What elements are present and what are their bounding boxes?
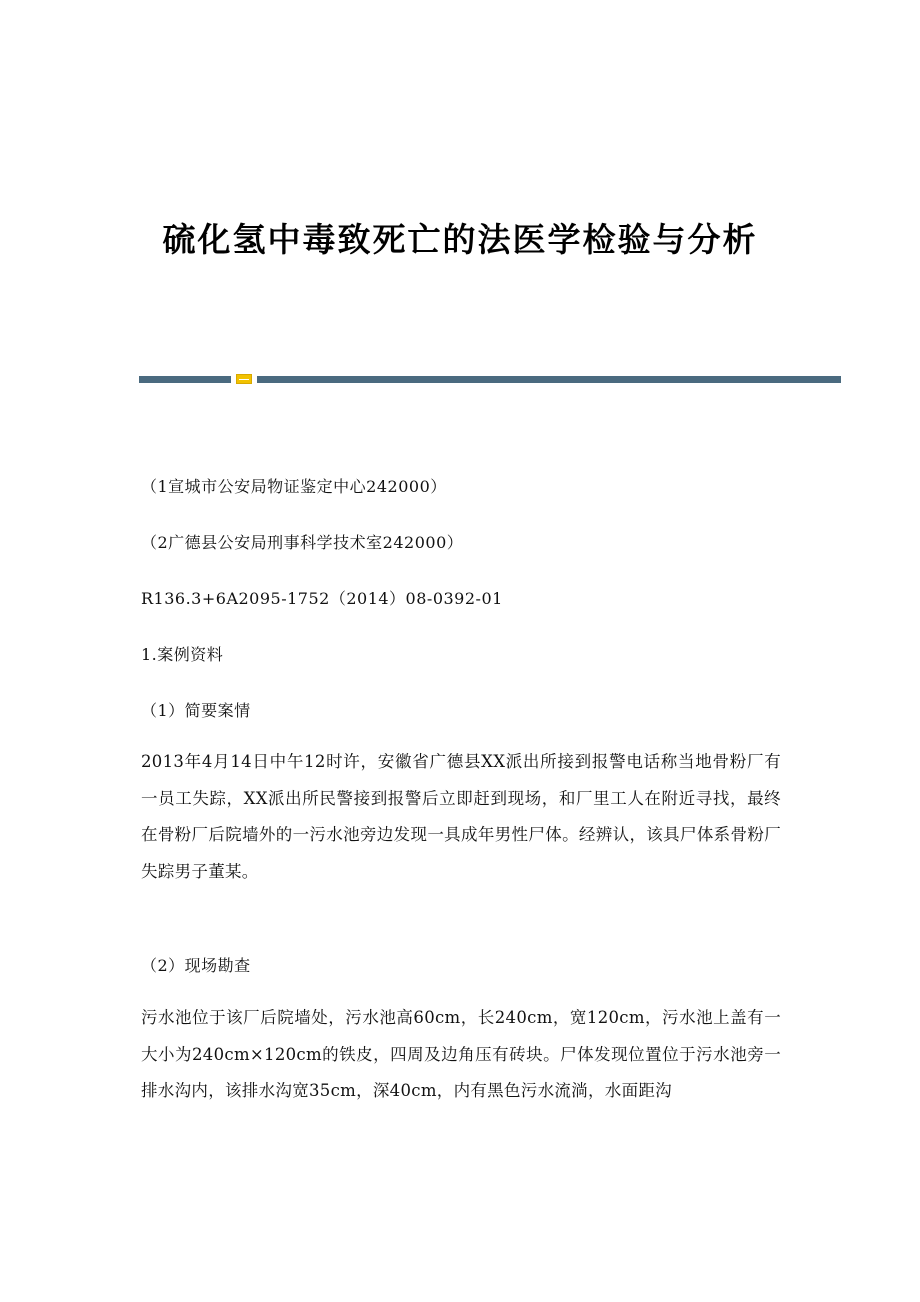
subsection-heading-case-summary: （1）简要案情 [141,701,251,720]
scene-description-paragraph: 污水池位于该厂后院墙处，污水池高60cm，长240cm，宽120cm，污水池上盖有一大小为240cm×120cm的铁皮，四周及边角压有砖块。尸体发现位置位于污水池旁一排水沟内，该排水沟宽35cm，深40cm，内有黑色污水流淌，水面距沟 [141,1008,781,1100]
affiliation-2: （2广德县公安局刑事科学技术室242000） [141,533,464,552]
divider-ornament-icon [236,374,252,384]
affiliation-1: （1宣城市公安局物证鉴定中心242000） [141,477,447,496]
subsection-heading-scene-survey: （2）现场勘查 [141,956,251,975]
case-summary-paragraph: 2013年4月14日中午12时许，安徽省广德县XX派出所接到报警电话称当地骨粉厂有一员工失踪，XX派出所民警接到报警后立即赶到现场，和厂里工人在附近寻找，最终在骨粉厂后院墙外的一污水池旁边发现一具成年男性尸体。经辨认，该具尸体系骨粉厂失踪男子董某。 [141,752,781,881]
title-divider [139,374,841,384]
divider-bar-left [139,376,231,383]
section-heading: 1.案例资料 [141,645,224,664]
document-title: 硫化氢中毒致死亡的法医学检验与分析 [162,220,758,259]
divider-bar-right [257,376,841,383]
classification-number: R136.3+6A2095-1752（2014）08-0392-01 [141,589,503,608]
